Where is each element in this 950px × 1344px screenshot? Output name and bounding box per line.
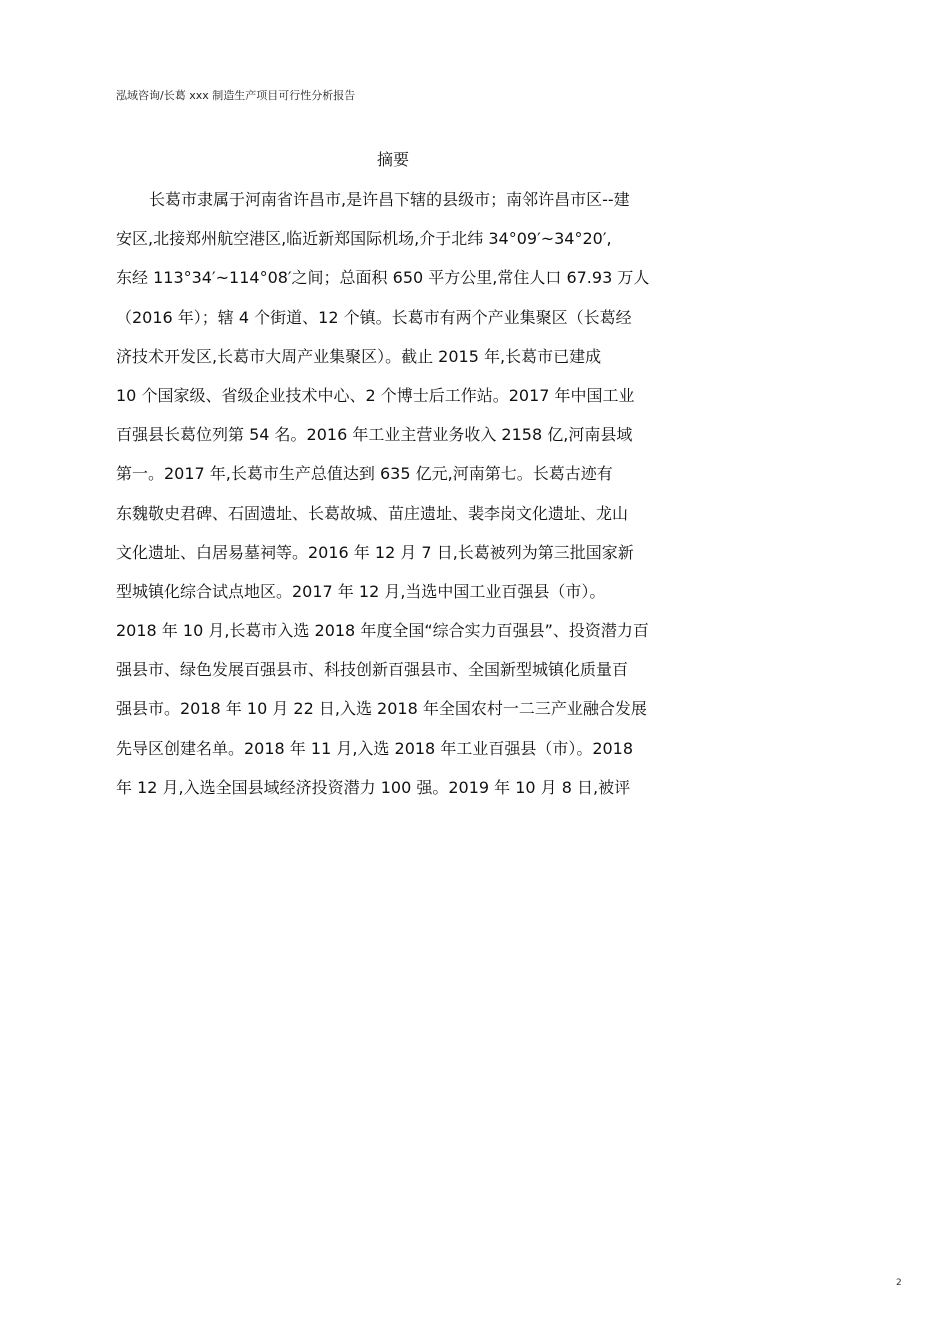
- body-line: （2016 年）；辖 4 个街道、12 个镇。长葛市有两个产业集聚区（长葛经: [116, 307, 632, 327]
- body-text: [116, 189, 716, 816]
- section-title: 摘要: [376, 150, 409, 169]
- body-line: 安区,北接郑州航空港区,临近新郑国际机场,介于北纬 34°09′~34°20′,: [116, 229, 612, 249]
- body-line: 第一。2017 年,长葛市生产总值达到 635 亿元,河南第七。长葛古迹有: [116, 464, 613, 484]
- body-line: 东经 113°34′~114°08′之间；总面积 650 平方公里,常住人口 67.93 万人: [116, 268, 650, 288]
- body-line: 2018 年 10 月,长葛市入选 2018 年度全国“综合实力百强县”、投资潜力百: [116, 621, 649, 641]
- body-line: 文化遗址、白居易墓祠等。2016 年 12 月 7 日,长葛被列为第三批国家新: [116, 542, 634, 562]
- body-line: 百强县长葛位列第 54 名。2016 年工业主营业务收入 2158 亿,河南县域: [116, 425, 633, 445]
- body-line: 济技术开发区,长葛市大周产业集聚区）。截止 2015 年,长葛市已建成: [116, 346, 602, 366]
- body-line: 长葛市隶属于河南省许昌市,是许昌下辖的县级市；南邻许昌市区--建: [149, 190, 630, 209]
- running-header: 泓域咨询/长葛 xxx 制造生产项目可行性分析报告: [116, 89, 356, 102]
- body-line: 年 12 月,入选全国县域经济投资潜力 100 强。2019 年 10 月 8 日,被评: [116, 777, 631, 797]
- page-number: 2: [896, 1278, 902, 1288]
- body-line: 东魏敬史君碑、石固遗址、长葛故城、苗庄遗址、裴李岗文化遗址、龙山: [116, 503, 629, 523]
- body-line: 10 个国家级、省级企业技术中心、2 个博士后工作站。2017 年中国工业: [116, 385, 635, 405]
- body-line: 强县市、绿色发展百强县市、科技创新百强县市、全国新型城镇化质量百: [116, 660, 629, 680]
- body-line: 型城镇化综合试点地区。2017 年 12 月,当选中国工业百强县（市）。: [116, 581, 606, 601]
- body-line: 强县市。2018 年 10 月 22 日,入选 2018 年全国农村一二三产业融合发展: [116, 699, 647, 719]
- body-line: 先导区创建名单。2018 年 11 月,入选 2018 年工业百强县（市）。2018: [116, 738, 634, 758]
